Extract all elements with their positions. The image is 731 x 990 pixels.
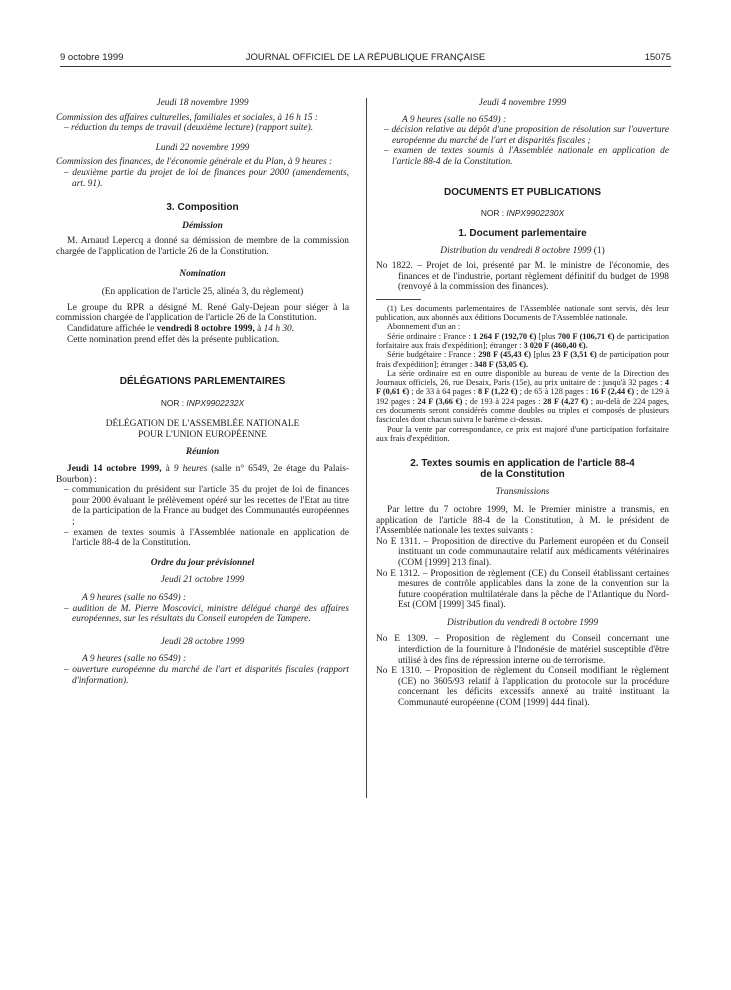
date-heading: Lundi 22 novembre 1999 bbox=[155, 142, 250, 153]
agenda-item: – décision relative au dépôt d'une proposition de résolution sur l'ouverture européenne du marché de l'art et disparités fiscales ; bbox=[384, 125, 669, 146]
section-heading: DOCUMENTS ET PUBLICATIONS bbox=[443, 186, 602, 198]
text: 4 F (0,61 €) bbox=[376, 378, 669, 397]
agenda-item: – examen de textes soumis à l'Assemblée nationale en application de l'article 88-4 de la Constitution. bbox=[64, 527, 349, 549]
text: Jeudi 14 octobre 1999, bbox=[67, 464, 162, 475]
header-title: JOURNAL OFFICIEL DE LA RÉPUBLIQUE FRANÇAISE bbox=[245, 52, 486, 63]
text: 298 F (45,43 €) bbox=[478, 350, 531, 360]
subheading: Réunion bbox=[185, 447, 220, 458]
text: 16 F (2,44 €) bbox=[590, 387, 635, 397]
agenda-item: – réduction du temps de travail (deuxième lecture) (rapport suite). bbox=[64, 123, 314, 134]
text: No 1822. bbox=[376, 260, 413, 271]
reunion-line bbox=[56, 464, 349, 485]
text: 1 264 F (192,70 €) bbox=[473, 331, 537, 341]
text: 9 heures bbox=[173, 464, 208, 475]
text: 8 F (1,22 €) bbox=[478, 387, 518, 397]
date-heading: Jeudi 18 novembre 1999 bbox=[156, 98, 249, 108]
document-entry: No E 1309. – Proposition de règlement du Conseil concernant une interdiction de la fourniture à l'Indonésie de matériel susceptible d'être utilisé à des fins de répression interne ou de terrorisme. bbox=[376, 634, 669, 666]
text: à bbox=[254, 323, 264, 334]
nor-line bbox=[376, 208, 669, 220]
document-entry: No E 1310. – Proposition de règlement du Conseil modifiant le règlement (CE) no 3605/93 relatif à l'application du protocole sur la procédure concernant les déficits excessifs annexé au traité instituant la Communauté européenne (COM [1999] 444 final). bbox=[376, 666, 669, 709]
text: NOR : bbox=[480, 208, 507, 219]
header-date: 9 octobre 1999 bbox=[60, 52, 124, 63]
text: 28 F (4,27 €) bbox=[543, 396, 589, 406]
text: 3 020 F (460,40 €). bbox=[523, 340, 588, 350]
text: INPX9902232X bbox=[186, 397, 245, 408]
section-heading: 1. Document parlementaire bbox=[458, 227, 587, 239]
text: – Projet de loi, présenté par M. le ministre de l'économie, des finances et de l'industrie, portant règlement définitif du budget de 1998 (renvoyé à la commission des finances). bbox=[398, 260, 669, 293]
footnote-text: Abonnement d'un an : bbox=[387, 322, 461, 332]
text: 348 F (53,05 €). bbox=[474, 359, 529, 369]
header-rule bbox=[60, 66, 671, 67]
footnote-text bbox=[376, 332, 669, 351]
text: ; au-delà de 224 pages, ces documents seront considérés comme doubles ou triples et composés de plusieurs fascicules dont chacun suivra le barème ci-dessus. bbox=[376, 396, 670, 425]
distribution-line: Distribution du vendredi 8 octobre 1999 bbox=[446, 617, 599, 628]
text: 14 h 30. bbox=[263, 323, 295, 334]
text: Série budgétaire : France : bbox=[387, 350, 479, 360]
subheading: Démission bbox=[182, 220, 223, 231]
text: INPX9902230X bbox=[506, 208, 565, 219]
text: de participation forfaitaire aux frais d'expédition]; étranger : bbox=[376, 331, 669, 350]
paragraph: Le groupe du RPR a désigné M. René Galy-Dejean pour siéger à la commission chargée de l'application de l'article 26 de la Constitution. bbox=[56, 302, 349, 324]
commission-heading: Commission des affaires culturelles, familiales et sociales, à 16 h 15 : bbox=[56, 112, 319, 123]
nor-line bbox=[56, 398, 349, 410]
text: Série ordinaire : France : bbox=[387, 331, 474, 341]
time-line: A 9 heures (salle no 6549) : bbox=[402, 114, 507, 125]
date-heading: Jeudi 4 novembre 1999 bbox=[478, 98, 567, 108]
section-heading: 2. Textes soumis en application de l'article 88-4 de la Constitution bbox=[410, 458, 635, 480]
text: 700 F (106,71 €) bbox=[557, 331, 615, 341]
text: (1) bbox=[591, 246, 605, 257]
candidature-line bbox=[56, 324, 349, 335]
commission-heading: Commission des finances, de l'économie générale et du Plan, à 9 heures : bbox=[56, 157, 333, 168]
text: à bbox=[161, 464, 174, 475]
text: [plus bbox=[530, 350, 553, 360]
text: ; de 193 à 224 pages : bbox=[462, 396, 544, 406]
section-heading: DÉLÉGATIONS PARLEMENTAIRES bbox=[119, 376, 286, 388]
text: 23 F (3,51 €) bbox=[552, 350, 597, 360]
right-column bbox=[376, 98, 669, 709]
column-divider bbox=[366, 98, 367, 798]
header-page-number: 15075 bbox=[644, 52, 671, 63]
footnote-text bbox=[376, 369, 669, 425]
text: Distribution du vendredi 8 octobre 1999 bbox=[440, 246, 592, 257]
agenda-item: – audition de M. Pierre Moscovici, ministre délégué chargé des affaires européennes, sur les résultats du Conseil européen de Tampere. bbox=[64, 603, 349, 625]
section-heading: 3. Composition bbox=[166, 202, 239, 214]
paragraph: M. Arnaud Lepercq a donné sa démission de membre de la commission chargée de l'application de l'article 26 de la Constitution. bbox=[56, 236, 349, 257]
text: 24 F (3,66 €) bbox=[417, 396, 463, 406]
footnote-text bbox=[376, 350, 669, 369]
delegation-title: DÉLÉGATION DE L'ASSEMBLÉE NATIONALE POUR L'UNION EUROPÉENNE bbox=[105, 419, 300, 440]
paragraph: Cette nomination prend effet dès la présente publication. bbox=[67, 334, 280, 345]
footnote-text: (1) Les documents parlementaires de l'Assemblée nationale sont servis, dès leur publication, aux abonnés aux éditions Documents de l'Assemblée nationale. bbox=[376, 303, 669, 323]
agenda-item: – examen de textes soumis à l'Assemblée nationale en application de l'article 88-4 de la Constitution. bbox=[384, 146, 669, 167]
text: ; de 129 à 192 pages : bbox=[376, 387, 670, 406]
text: Candidature affichée le bbox=[67, 323, 157, 334]
text: ; de 65 à 128 pages : bbox=[517, 387, 591, 397]
paragraph: Par lettre du 7 octobre 1999, M. le Premier ministre a transmis, en application de l'article 88-4 de la Constitution, à M. le président de l'Assemblée nationale les textes suivants : bbox=[376, 504, 669, 537]
document-entry: No E 1311. – Proposition de directive du Parlement européen et du Conseil instituant un code communautaire relatif aux médicaments vétérinaires (COM [1999] 213 final). bbox=[376, 536, 669, 568]
distribution-line bbox=[376, 246, 669, 257]
document-entry bbox=[376, 261, 669, 293]
subheading: Transmissions bbox=[495, 487, 550, 498]
agenda-item: – ouverture européenne du marché de l'art et disparités fiscales (rapport d'information). bbox=[64, 664, 349, 686]
date-heading: Jeudi 28 octobre 1999 bbox=[160, 636, 245, 647]
subheading: Nomination bbox=[179, 268, 226, 279]
text: NOR : bbox=[160, 397, 187, 408]
text: vendredi 8 octobre 1999, bbox=[156, 323, 255, 334]
agenda-item: – communication du président sur l'article 35 du projet de loi de finances pour 2000 évaluant le prélèvement opéré sur les recettes de l'Etat au titre de la participation de la France au budget des Communautés européennes ; bbox=[64, 485, 349, 528]
footnote-rule bbox=[376, 299, 421, 300]
document-entry: No E 1312. – Proposition de règlement (CE) du Conseil établissant certaines mesures de contrôle applicables dans la zone de la convention sur la future coopération multilatérale dans la pêche de l'Atlantique du Nord-Est (COM [1999] 345 final). bbox=[376, 568, 669, 611]
footnote-text: Pour la vente par correspondance, ce prix est majoré d'une participation forfaitaire aux frais d'expédition. bbox=[376, 424, 669, 443]
left-column bbox=[56, 98, 349, 686]
time-line: A 9 heures (salle no 6549) : bbox=[82, 654, 187, 665]
paragraph: (En application de l'article 25, alinéa 3, du règlement) bbox=[101, 287, 304, 298]
text: (salle n° 6549, 2e étage du Palais-Bourbon) : bbox=[56, 464, 349, 485]
text: ; de 33 à 64 pages : bbox=[409, 387, 479, 397]
subheading: Ordre du jour prévisionnel bbox=[150, 557, 255, 568]
footnote bbox=[376, 304, 669, 443]
date-heading: Jeudi 21 octobre 1999 bbox=[160, 575, 245, 586]
text: de participation pour frais d'expédition]; étranger : bbox=[376, 350, 669, 369]
text: [plus bbox=[536, 331, 558, 341]
agenda-item: – deuxième partie du projet de loi de finances pour 2000 (amendements, art. 91). bbox=[64, 167, 349, 189]
time-line: A 9 heures (salle no 6549) : bbox=[82, 593, 187, 603]
text: La série ordinaire est en outre disponible au bureau de vente de la Direction des Journaux officiels, 26, rue Desaix, Paris (15e), au prix unitaire de : jusqu'à 32 pages : bbox=[376, 368, 669, 388]
